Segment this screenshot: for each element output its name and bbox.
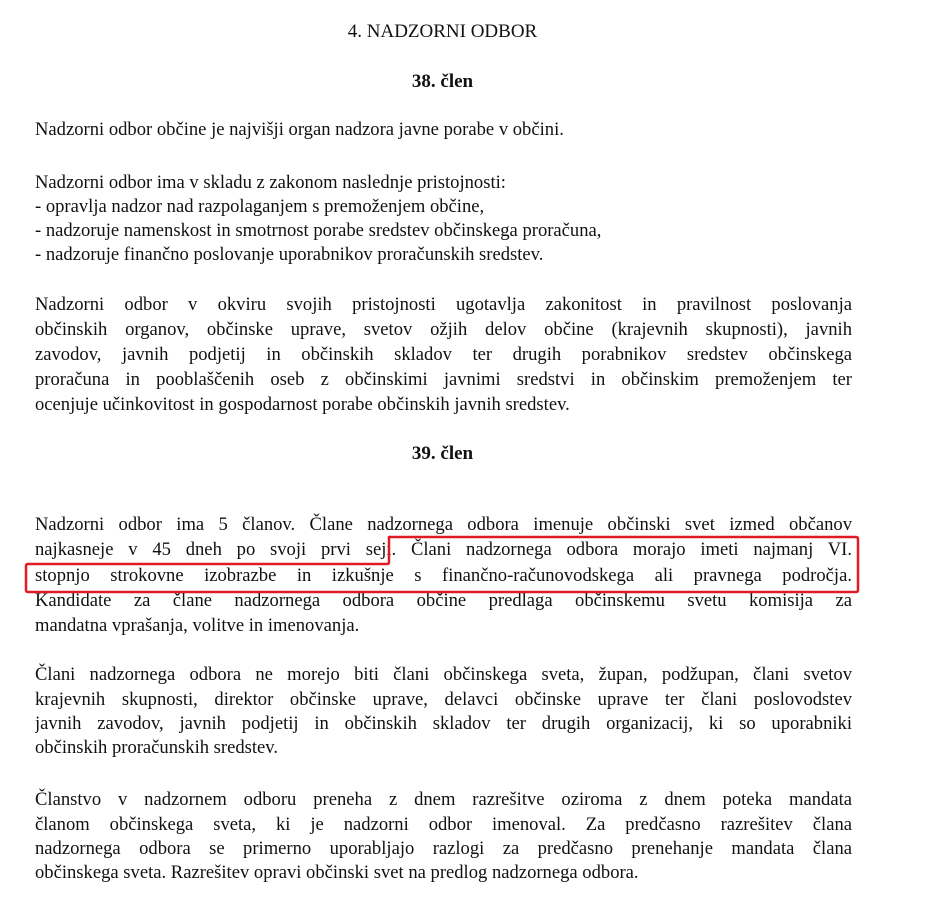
article-39-title: 39. člen <box>411 443 474 464</box>
art38-p3-line3: zavodov, javnih podjetij in občinskih skladov ter drugih porabnikov sredstev občinskega <box>35 344 852 365</box>
art38-list-item-3: - nadzoruje finančno poslovanje uporabnikov proračunskih sredstev. <box>35 244 544 265</box>
art39-p2-line3: javnih zavodov, javnih podjetij in občinskih skladov ter drugih organizacij, ki so uporabniki <box>35 713 852 734</box>
art39-p1-line5: mandatna vprašanja, volitve in imenovanja. <box>35 615 360 636</box>
art39-p2-line1: Člani nadzornega odbora ne morejo biti člani občinskega sveta, župan, podžupan, člani svetov <box>35 664 852 685</box>
art38-p3-line5: ocenjuje učinkovitost in gospodarnost porabe občinskih javnih sredstev. <box>35 394 570 415</box>
art38-list-item-1: - opravlja nadzor nad razpolaganjem s premoženjem občine, <box>35 196 485 217</box>
art39-p1-line4: Kandidate za člane nadzornega odbora občine predlaga občinskemu svetu komisija za <box>35 590 852 611</box>
art39-p3-line1: Članstvo v nadzornem odboru preneha z dnem razrešitve oziroma z dnem poteka mandata <box>35 789 852 810</box>
art38-p3-line4: proračuna in pooblaščenih oseb z občinskimi javnimi sredstvi in občinskim premoženjem ter <box>35 369 852 390</box>
art39-p3-line2: članom občinskega sveta, ki je nadzorni odbor imenoval. Za predčasno razrešitev člana <box>35 814 852 835</box>
art39-p2-line2: krajevnih skupnosti, direktor občinske uprave, delavci občinske uprave ter člani poslovodstev <box>35 689 852 710</box>
art39-p2-line4: občinskih proračunskih sredstev. <box>35 737 279 758</box>
section-title: 4. NADZORNI ODBOR <box>347 21 538 42</box>
art39-p1-line2: najkasneje v 45 dneh po svoji prvi seji. Člani nadzornega odbora morajo imeti najmanj VI. <box>35 539 852 560</box>
art39-p3-line4: občinskega sveta. Razrešitev opravi občinski svet na predlog nadzornega odbora. <box>35 862 639 883</box>
art38-p3-line1: Nadzorni odbor v okviru svojih pristojnosti ugotavlja zakonitost in pravilnost poslovanja <box>35 294 852 315</box>
art38-p2-line1: Nadzorni odbor ima v skladu z zakonom naslednje pristojnosti: <box>35 172 506 193</box>
art38-p1-line1: Nadzorni odbor občine je najvišji organ nadzora javne porabe v občini. <box>35 119 564 140</box>
art39-p3-line3: nadzornega odbora se primerno uporabljajo razlogi za predčasno prenehanje mandata člana <box>35 838 852 859</box>
art38-p3-line2: občinskih organov, občinske uprave, svetov ožjih delov občine (krajevnih skupnosti), javnih <box>35 319 852 340</box>
art39-p1-line3: stopnjo strokovne izobrazbe in izkušnje s finančno-računovodskega ali pravnega področja. <box>35 565 852 586</box>
article-38-title: 38. člen <box>411 71 474 92</box>
art38-list-item-2: - nadzoruje namenskost in smotrnost porabe sredstev občinskega proračuna, <box>35 220 602 241</box>
art39-p1-line1: Nadzorni odbor ima 5 članov. Člane nadzornega odbora imenuje občinski svet izmed občanov <box>35 514 852 535</box>
